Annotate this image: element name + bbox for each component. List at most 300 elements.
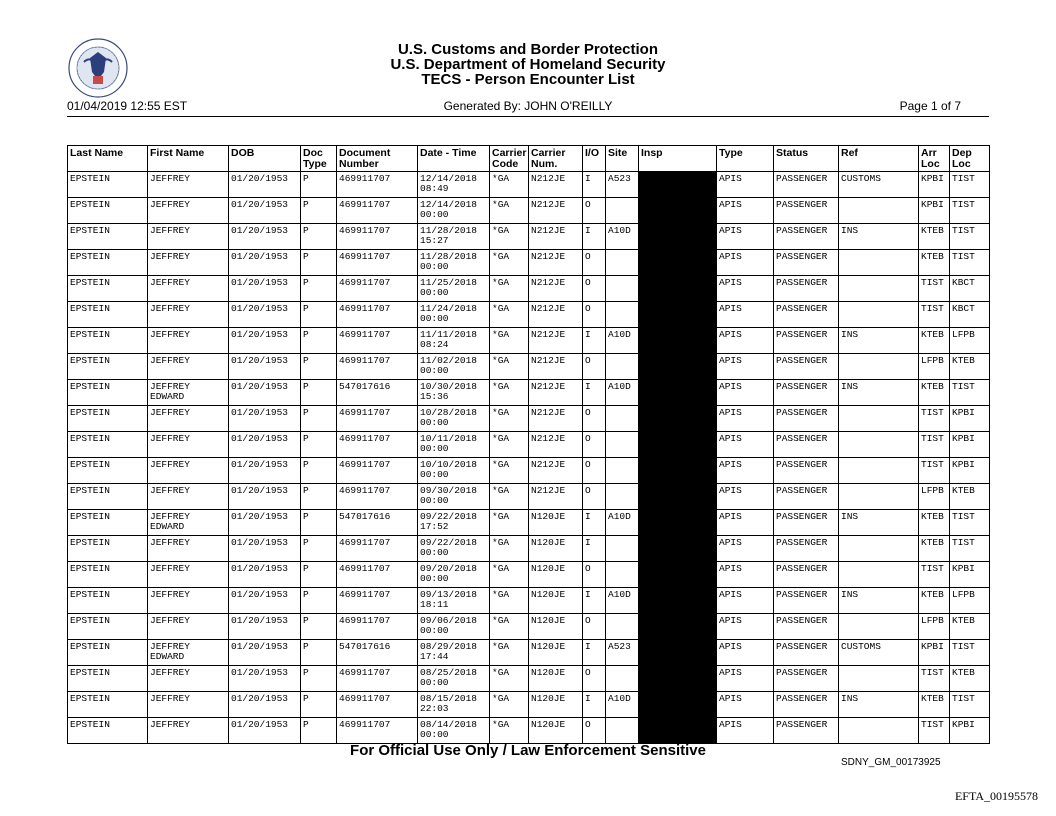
- table-cell: N120JE: [529, 640, 583, 666]
- table-cell: 11/28/2018 00:00: [418, 250, 490, 276]
- table-cell: 469911707: [337, 666, 418, 692]
- table-cell: *GA: [490, 328, 529, 354]
- table-cell: O: [583, 718, 606, 744]
- table-cell: APIS: [717, 458, 774, 484]
- redacted-cell: [639, 380, 717, 406]
- table-cell: 09/22/2018 00:00: [418, 536, 490, 562]
- redacted-cell: [639, 640, 717, 666]
- table-cell: KTEB: [919, 224, 950, 250]
- table-cell: JEFFREY: [148, 718, 229, 744]
- table-cell: INS: [839, 588, 919, 614]
- table-cell: TIST: [950, 692, 990, 718]
- table-cell: *GA: [490, 276, 529, 302]
- table-cell: [606, 484, 639, 510]
- table-cell: [606, 562, 639, 588]
- table-row: [68, 510, 990, 536]
- table-row: [68, 432, 990, 458]
- table-cell: PASSENGER: [774, 276, 839, 302]
- table-cell: 469911707: [337, 432, 418, 458]
- table-cell: I: [583, 172, 606, 198]
- table-cell: LFPB: [950, 588, 990, 614]
- table-cell: 469911707: [337, 562, 418, 588]
- table-cell: O: [583, 458, 606, 484]
- table-cell: PASSENGER: [774, 354, 839, 380]
- table-cell: P: [301, 432, 337, 458]
- report-datetime: 01/04/2019 12:55 EST: [67, 99, 188, 113]
- table-cell: N212JE: [529, 458, 583, 484]
- table-cell: APIS: [717, 718, 774, 744]
- table-cell: O: [583, 406, 606, 432]
- table-cell: [839, 432, 919, 458]
- table-cell: [839, 354, 919, 380]
- department-name: U.S. Department of Homeland Security: [390, 56, 666, 73]
- table-cell: [839, 276, 919, 302]
- table-cell: P: [301, 484, 337, 510]
- table-cell: APIS: [717, 328, 774, 354]
- table-row: [68, 562, 990, 588]
- table-cell: KPBI: [950, 562, 990, 588]
- table-cell: *GA: [490, 692, 529, 718]
- column-header: DOB: [229, 146, 301, 172]
- table-row: [68, 328, 990, 354]
- table-cell: 469911707: [337, 692, 418, 718]
- table-cell: 01/20/1953: [229, 614, 301, 640]
- table-cell: P: [301, 718, 337, 744]
- table-cell: *GA: [490, 614, 529, 640]
- table-cell: PASSENGER: [774, 614, 839, 640]
- redacted-cell: [639, 198, 717, 224]
- table-cell: N120JE: [529, 510, 583, 536]
- table-cell: APIS: [717, 562, 774, 588]
- table-cell: APIS: [717, 666, 774, 692]
- table-row: [68, 692, 990, 718]
- table-cell: JEFFREY: [148, 302, 229, 328]
- table-cell: PASSENGER: [774, 536, 839, 562]
- table-cell: 469911707: [337, 406, 418, 432]
- table-cell: PASSENGER: [774, 198, 839, 224]
- table-cell: JEFFREY: [148, 588, 229, 614]
- table-cell: APIS: [717, 198, 774, 224]
- table-cell: 01/20/1953: [229, 198, 301, 224]
- table-cell: PASSENGER: [774, 432, 839, 458]
- table-cell: TIST: [919, 666, 950, 692]
- table-cell: 01/20/1953: [229, 562, 301, 588]
- table-cell: [606, 302, 639, 328]
- table-cell: 547017616: [337, 380, 418, 406]
- table-cell: P: [301, 588, 337, 614]
- table-cell: 469911707: [337, 484, 418, 510]
- table-cell: 01/20/1953: [229, 276, 301, 302]
- table-cell: EPSTEIN: [68, 432, 148, 458]
- table-cell: PASSENGER: [774, 640, 839, 666]
- table-cell: A10D: [606, 588, 639, 614]
- table-cell: EPSTEIN: [68, 172, 148, 198]
- table-cell: N120JE: [529, 588, 583, 614]
- table-cell: 11/11/2018 08:24: [418, 328, 490, 354]
- table-cell: TIST: [919, 432, 950, 458]
- table-cell: PASSENGER: [774, 328, 839, 354]
- table-cell: [839, 484, 919, 510]
- table-cell: APIS: [717, 276, 774, 302]
- table-cell: 01/20/1953: [229, 354, 301, 380]
- table-cell: 01/20/1953: [229, 536, 301, 562]
- table-cell: 01/20/1953: [229, 328, 301, 354]
- table-cell: JEFFREY: [148, 536, 229, 562]
- table-cell: INS: [839, 328, 919, 354]
- table-cell: [839, 302, 919, 328]
- table-cell: 09/22/2018 17:52: [418, 510, 490, 536]
- redacted-cell: [639, 276, 717, 302]
- table-cell: PASSENGER: [774, 224, 839, 250]
- table-cell: 08/14/2018 00:00: [418, 718, 490, 744]
- table-cell: PASSENGER: [774, 406, 839, 432]
- table-cell: *GA: [490, 536, 529, 562]
- table-cell: *GA: [490, 406, 529, 432]
- table-cell: *GA: [490, 640, 529, 666]
- table-cell: [839, 666, 919, 692]
- table-row: [68, 536, 990, 562]
- table-cell: JEFFREY: [148, 562, 229, 588]
- redacted-cell: [639, 432, 717, 458]
- table-cell: TIST: [950, 510, 990, 536]
- table-cell: [839, 562, 919, 588]
- table-cell: APIS: [717, 354, 774, 380]
- table-cell: EPSTEIN: [68, 510, 148, 536]
- table-cell: TIST: [950, 250, 990, 276]
- table-cell: 12/14/2018 08:49: [418, 172, 490, 198]
- table-cell: EPSTEIN: [68, 666, 148, 692]
- table-cell: N212JE: [529, 354, 583, 380]
- table-cell: I: [583, 692, 606, 718]
- table-cell: [606, 354, 639, 380]
- table-cell: JEFFREY: [148, 614, 229, 640]
- table-cell: 08/29/2018 17:44: [418, 640, 490, 666]
- table-cell: TIST: [919, 406, 950, 432]
- table-cell: TIST: [919, 302, 950, 328]
- table-cell: JEFFREY: [148, 458, 229, 484]
- table-cell: I: [583, 380, 606, 406]
- redacted-cell: [639, 562, 717, 588]
- table-cell: *GA: [490, 666, 529, 692]
- table-cell: 08/25/2018 00:00: [418, 666, 490, 692]
- table-cell: O: [583, 250, 606, 276]
- table-cell: KPBI: [919, 172, 950, 198]
- table-cell: N120JE: [529, 666, 583, 692]
- table-row: [68, 224, 990, 250]
- table-cell: I: [583, 536, 606, 562]
- table-cell: *GA: [490, 562, 529, 588]
- table-cell: PASSENGER: [774, 458, 839, 484]
- table-row: [68, 354, 990, 380]
- redacted-cell: [639, 510, 717, 536]
- table-cell: P: [301, 276, 337, 302]
- table-cell: 469911707: [337, 172, 418, 198]
- table-cell: KTEB: [919, 692, 950, 718]
- column-header: Ref: [839, 146, 919, 172]
- table-cell: JEFFREY: [148, 692, 229, 718]
- table-cell: APIS: [717, 406, 774, 432]
- table-cell: APIS: [717, 640, 774, 666]
- table-cell: TIST: [919, 276, 950, 302]
- table-cell: A523: [606, 640, 639, 666]
- table-cell: N212JE: [529, 276, 583, 302]
- table-cell: P: [301, 640, 337, 666]
- table-cell: N212JE: [529, 250, 583, 276]
- table-cell: [839, 406, 919, 432]
- table-cell: KTEB: [919, 328, 950, 354]
- table-cell: KPBI: [919, 640, 950, 666]
- table-cell: JEFFREY: [148, 250, 229, 276]
- redacted-cell: [639, 692, 717, 718]
- table-cell: EPSTEIN: [68, 588, 148, 614]
- table-cell: N212JE: [529, 224, 583, 250]
- table-cell: EPSTEIN: [68, 276, 148, 302]
- table-row: [68, 484, 990, 510]
- table-cell: N212JE: [529, 406, 583, 432]
- table-cell: I: [583, 510, 606, 536]
- table-cell: APIS: [717, 536, 774, 562]
- table-cell: KPBI: [950, 458, 990, 484]
- table-cell: PASSENGER: [774, 588, 839, 614]
- table-cell: PASSENGER: [774, 510, 839, 536]
- table-cell: JEFFREY EDWARD: [148, 640, 229, 666]
- column-header: Type: [717, 146, 774, 172]
- table-cell: 469911707: [337, 276, 418, 302]
- table-cell: 01/20/1953: [229, 640, 301, 666]
- table-cell: [606, 718, 639, 744]
- table-cell: 01/20/1953: [229, 302, 301, 328]
- table-cell: 10/10/2018 00:00: [418, 458, 490, 484]
- table-cell: PASSENGER: [774, 666, 839, 692]
- table-cell: N212JE: [529, 198, 583, 224]
- table-cell: 469911707: [337, 614, 418, 640]
- column-header: Arr Loc: [919, 146, 950, 172]
- table-cell: [606, 406, 639, 432]
- bates-number-efta: EFTA_00195578: [954, 789, 1038, 803]
- table-row: [68, 718, 990, 744]
- table-cell: APIS: [717, 432, 774, 458]
- table-cell: EPSTEIN: [68, 328, 148, 354]
- table-cell: TIST: [950, 380, 990, 406]
- table-cell: 10/11/2018 00:00: [418, 432, 490, 458]
- table-cell: [839, 198, 919, 224]
- table-row: [68, 458, 990, 484]
- table-cell: JEFFREY: [148, 354, 229, 380]
- redacted-cell: [639, 484, 717, 510]
- column-header: Site: [606, 146, 639, 172]
- table-cell: PASSENGER: [774, 380, 839, 406]
- table-cell: 547017616: [337, 510, 418, 536]
- table-cell: I: [583, 224, 606, 250]
- table-cell: P: [301, 536, 337, 562]
- table-cell: A10D: [606, 510, 639, 536]
- table-row: [68, 640, 990, 666]
- table-cell: PASSENGER: [774, 692, 839, 718]
- table-cell: [839, 458, 919, 484]
- table-cell: EPSTEIN: [68, 484, 148, 510]
- table-cell: EPSTEIN: [68, 250, 148, 276]
- table-cell: 01/20/1953: [229, 250, 301, 276]
- table-row: [68, 276, 990, 302]
- table-cell: P: [301, 458, 337, 484]
- table-cell: EPSTEIN: [68, 458, 148, 484]
- table-cell: CUSTOMS: [839, 172, 919, 198]
- redacted-cell: [639, 614, 717, 640]
- table-cell: P: [301, 198, 337, 224]
- table-cell: EPSTEIN: [68, 224, 148, 250]
- table-cell: N212JE: [529, 328, 583, 354]
- table-cell: [606, 198, 639, 224]
- table-cell: N212JE: [529, 172, 583, 198]
- table-cell: TIST: [950, 198, 990, 224]
- table-cell: TIST: [919, 718, 950, 744]
- table-cell: P: [301, 666, 337, 692]
- table-cell: TIST: [950, 536, 990, 562]
- table-cell: 01/20/1953: [229, 458, 301, 484]
- table-row: [68, 302, 990, 328]
- table-cell: A523: [606, 172, 639, 198]
- table-cell: 01/20/1953: [229, 380, 301, 406]
- table-row: [68, 406, 990, 432]
- table-cell: KTEB: [919, 250, 950, 276]
- table-cell: 11/24/2018 00:00: [418, 302, 490, 328]
- table-cell: O: [583, 302, 606, 328]
- table-cell: TIST: [950, 640, 990, 666]
- column-header: Insp: [639, 146, 717, 172]
- table-row: [68, 588, 990, 614]
- table-cell: *GA: [490, 510, 529, 536]
- table-cell: EPSTEIN: [68, 718, 148, 744]
- table-cell: *GA: [490, 198, 529, 224]
- table-cell: KTEB: [919, 588, 950, 614]
- table-cell: LFPB: [919, 354, 950, 380]
- table-cell: A10D: [606, 224, 639, 250]
- encounter-table: [67, 145, 990, 744]
- table-cell: LFPB: [919, 484, 950, 510]
- table-cell: 09/13/2018 18:11: [418, 588, 490, 614]
- table-cell: JEFFREY: [148, 328, 229, 354]
- table-cell: P: [301, 692, 337, 718]
- table-cell: 469911707: [337, 458, 418, 484]
- table-cell: PASSENGER: [774, 718, 839, 744]
- table-cell: O: [583, 354, 606, 380]
- table-cell: 469911707: [337, 198, 418, 224]
- bates-number-sdny: SDNY_GM_00173925: [841, 757, 941, 768]
- table-cell: *GA: [490, 458, 529, 484]
- table-row: [68, 250, 990, 276]
- table-cell: *GA: [490, 588, 529, 614]
- table-cell: 01/20/1953: [229, 406, 301, 432]
- table-cell: JEFFREY: [148, 484, 229, 510]
- table-cell: 01/20/1953: [229, 718, 301, 744]
- table-cell: KPBI: [950, 432, 990, 458]
- table-cell: I: [583, 640, 606, 666]
- table-cell: *GA: [490, 718, 529, 744]
- table-cell: 09/06/2018 00:00: [418, 614, 490, 640]
- table-cell: I: [583, 588, 606, 614]
- table-cell: *GA: [490, 354, 529, 380]
- table-cell: *GA: [490, 302, 529, 328]
- table-cell: [839, 536, 919, 562]
- table-cell: O: [583, 432, 606, 458]
- column-header: First Name: [148, 146, 229, 172]
- table-cell: O: [583, 276, 606, 302]
- redacted-cell: [639, 354, 717, 380]
- redacted-cell: [639, 666, 717, 692]
- table-cell: APIS: [717, 614, 774, 640]
- redacted-cell: [639, 172, 717, 198]
- redacted-cell: [639, 588, 717, 614]
- column-header: I/O: [583, 146, 606, 172]
- report-title: TECS - Person Encounter List: [421, 71, 635, 88]
- table-cell: INS: [839, 692, 919, 718]
- table-cell: KPBI: [950, 718, 990, 744]
- table-cell: O: [583, 198, 606, 224]
- table-cell: 01/20/1953: [229, 172, 301, 198]
- table-cell: 01/20/1953: [229, 432, 301, 458]
- table-cell: APIS: [717, 250, 774, 276]
- table-cell: APIS: [717, 692, 774, 718]
- table-cell: O: [583, 562, 606, 588]
- table-cell: KTEB: [919, 380, 950, 406]
- table-cell: N212JE: [529, 302, 583, 328]
- table-cell: EPSTEIN: [68, 354, 148, 380]
- column-header: Carrier Code: [490, 146, 529, 172]
- table-cell: 11/02/2018 00:00: [418, 354, 490, 380]
- table-cell: I: [583, 328, 606, 354]
- table-cell: INS: [839, 380, 919, 406]
- table-cell: JEFFREY EDWARD: [148, 510, 229, 536]
- redacted-cell: [639, 224, 717, 250]
- table-cell: APIS: [717, 302, 774, 328]
- table-cell: [606, 276, 639, 302]
- table-cell: APIS: [717, 380, 774, 406]
- table-cell: P: [301, 614, 337, 640]
- table-cell: [606, 666, 639, 692]
- table-cell: N120JE: [529, 718, 583, 744]
- column-header: Status: [774, 146, 839, 172]
- table-cell: 469911707: [337, 718, 418, 744]
- table-cell: A10D: [606, 328, 639, 354]
- table-cell: 469911707: [337, 588, 418, 614]
- table-cell: JEFFREY: [148, 406, 229, 432]
- table-cell: [606, 250, 639, 276]
- table-cell: 09/20/2018 00:00: [418, 562, 490, 588]
- table-cell: *GA: [490, 224, 529, 250]
- table-cell: N212JE: [529, 380, 583, 406]
- table-cell: KPBI: [919, 198, 950, 224]
- table-cell: N120JE: [529, 536, 583, 562]
- redacted-cell: [639, 718, 717, 744]
- table-cell: N120JE: [529, 614, 583, 640]
- table-cell: [606, 432, 639, 458]
- table-cell: 10/28/2018 00:00: [418, 406, 490, 432]
- table-cell: KTEB: [919, 510, 950, 536]
- redacted-cell: [639, 302, 717, 328]
- table-cell: APIS: [717, 484, 774, 510]
- table-cell: P: [301, 224, 337, 250]
- table-cell: 01/20/1953: [229, 588, 301, 614]
- table-cell: EPSTEIN: [68, 302, 148, 328]
- table-cell: TIST: [950, 224, 990, 250]
- table-cell: LFPB: [919, 614, 950, 640]
- table-cell: KTEB: [950, 354, 990, 380]
- table-cell: 11/25/2018 00:00: [418, 276, 490, 302]
- table-cell: [606, 614, 639, 640]
- table-cell: KTEB: [950, 666, 990, 692]
- table-cell: *GA: [490, 484, 529, 510]
- table-cell: CUSTOMS: [839, 640, 919, 666]
